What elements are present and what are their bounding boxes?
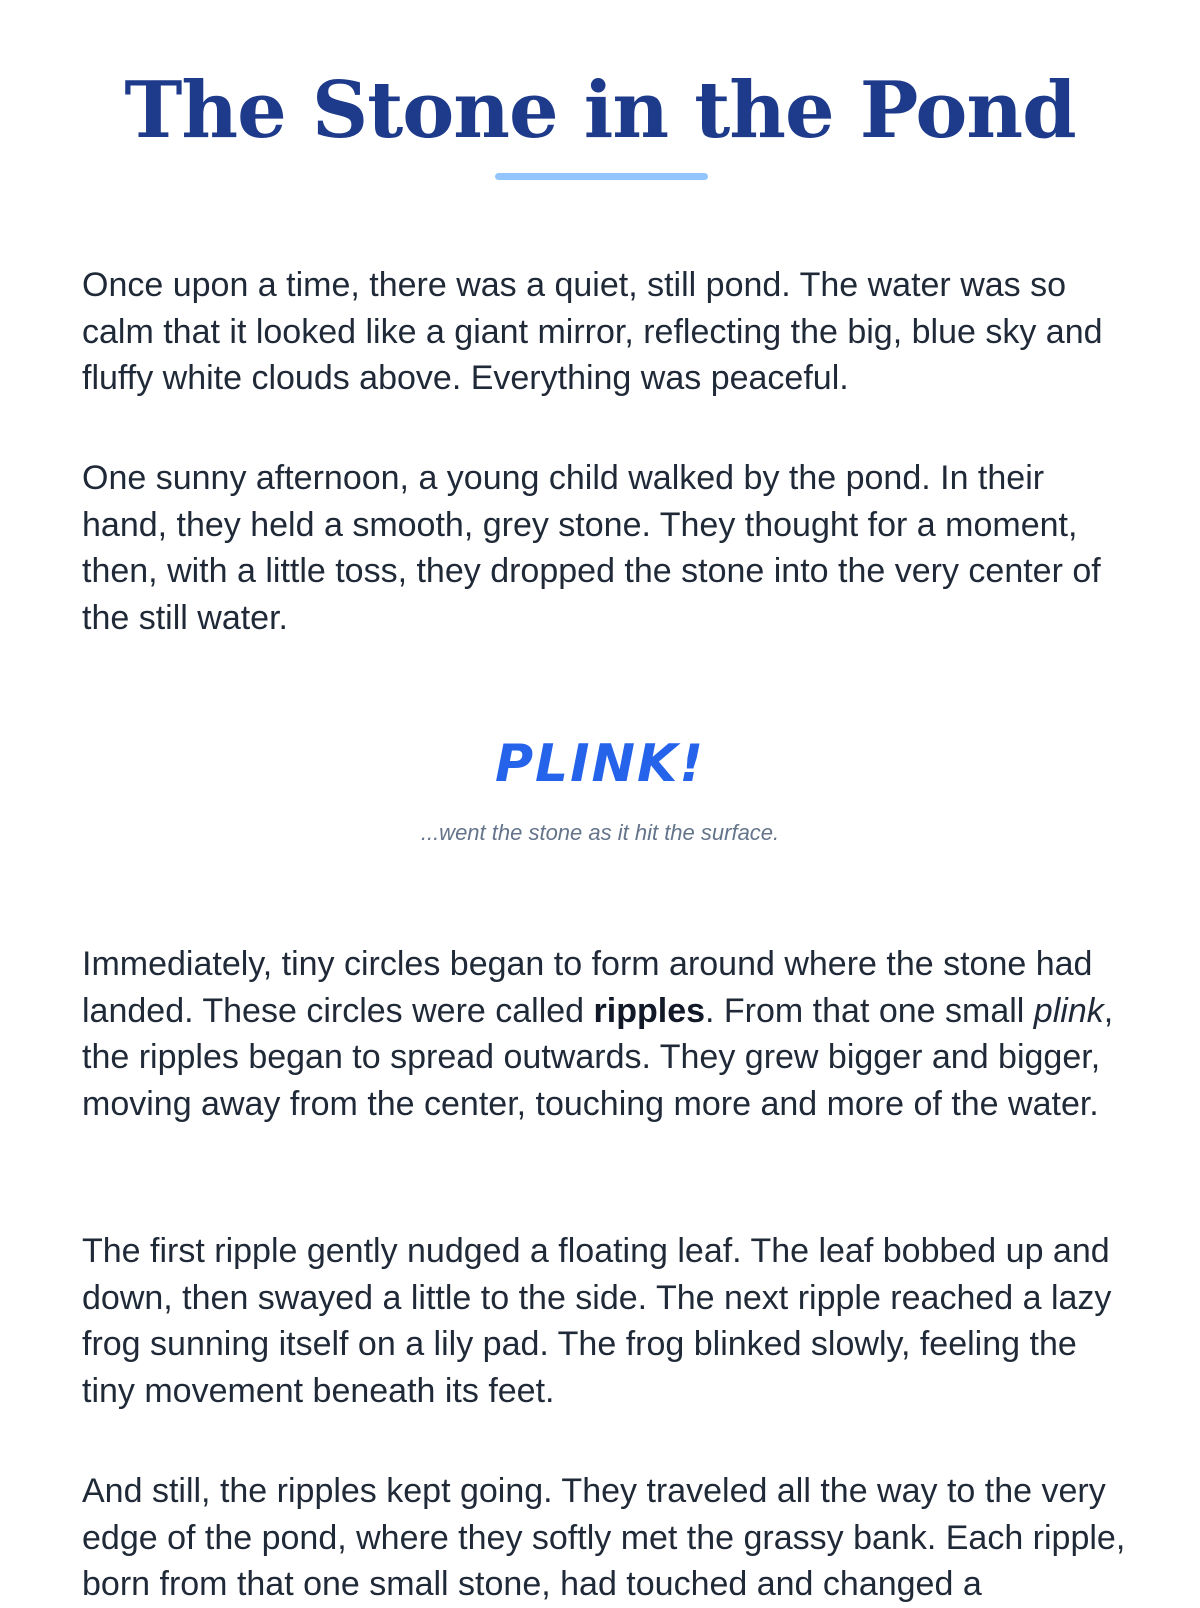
story-paragraph-1: Once upon a time, there was a quiet, still pond. The water was so calm that it looked like a giant mirror, reflecting the big, blue sky and fluffy white clouds above. Everything was peaceful. (82, 266, 1103, 397)
italic-term-plink: plink (1033, 991, 1104, 1030)
title-underline (495, 173, 708, 180)
sound-effect: PLINK! (494, 734, 706, 794)
bold-term-ripples: ripples (593, 991, 706, 1030)
story-paragraph-3 (82, 941, 1132, 1127)
story-paragraph-4: The first ripple gently nudged a floating leaf. The leaf bobbed up and down, then swayed a little to the side. The next ripple reached a lazy frog sunning itself on a lily pad. The frog blinked slowly, feeling the tiny movement beneath its feet. (82, 1232, 1112, 1410)
story-paragraph-2: One sunny afternoon, a young child walked by the pond. In their hand, they held a smooth, grey stone. They thought for a moment, then, with a little toss, they dropped the stone into the very center of the still water. (82, 459, 1101, 637)
paragraph-3-text-end: , the ripples began to spread outwards. They grew bigger and bigger, moving away from the center, touching more and more of the water. (82, 991, 1114, 1123)
paragraph-3-text-start: Immediately, tiny circles began to form around where the stone had landed. These circles were called (82, 945, 1093, 1030)
sound-effect-caption: ...went the stone as it hit the surface. (420, 820, 780, 845)
story-paragraph-5: And still, the ripples kept going. They traveled all the way to the very edge of the pond, where they softly met the grassy bank. Each ripple, born from that one small stone, had touched and changed a (82, 1472, 1126, 1603)
page-title: The Stone in the Pond (124, 65, 1076, 156)
paragraph-3-text-middle: . From that one small (705, 991, 1034, 1030)
